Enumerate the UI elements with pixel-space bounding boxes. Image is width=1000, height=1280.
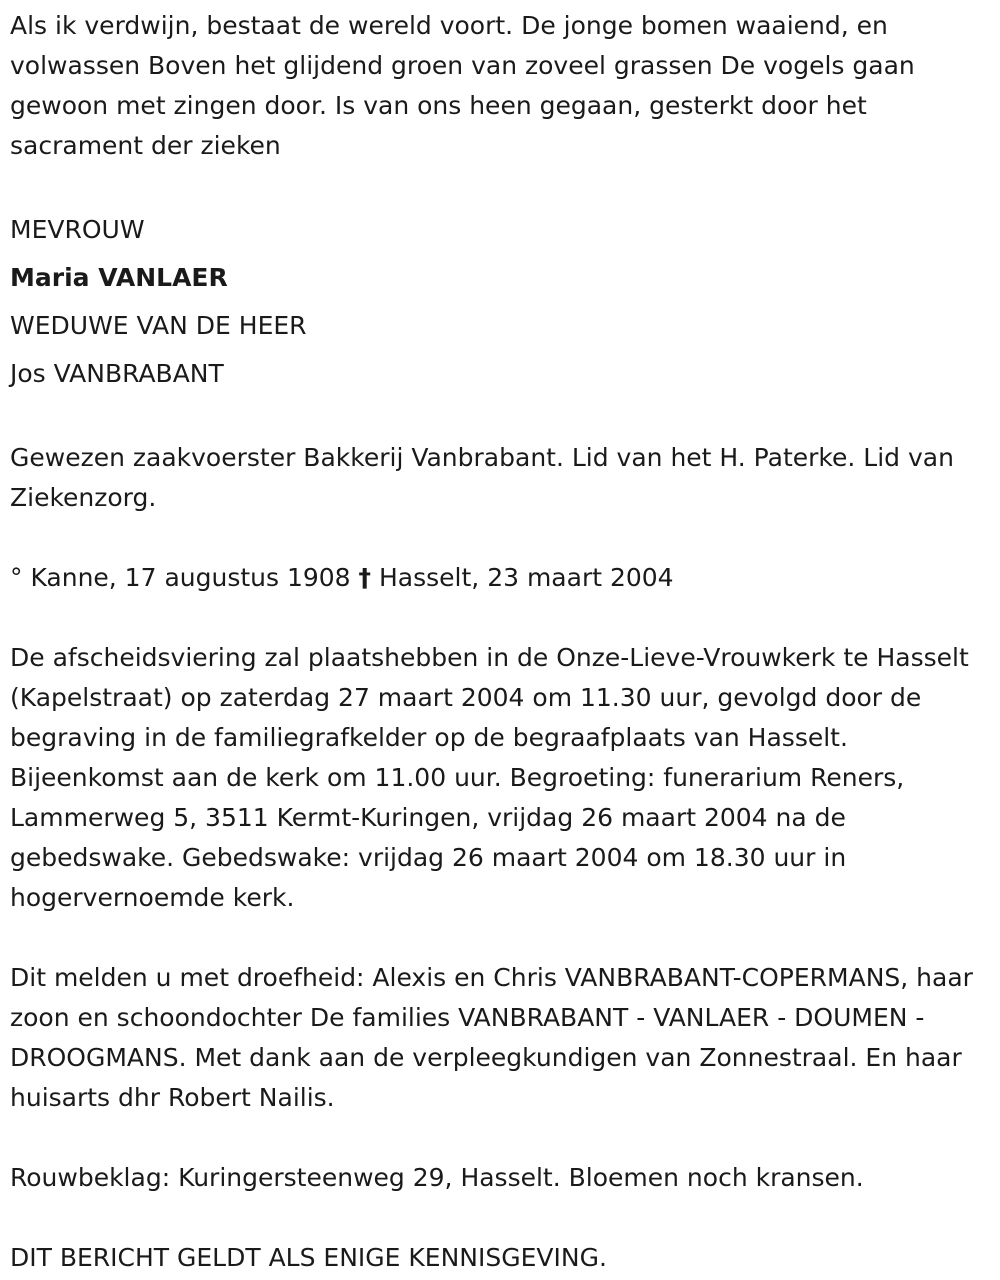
spacer <box>10 398 985 438</box>
deceased-title: MEVROUW <box>10 215 145 244</box>
dates-line <box>10 558 985 598</box>
spacer <box>10 518 985 558</box>
spacer <box>10 1118 985 1158</box>
spacer <box>10 166 985 206</box>
death-date: Hasselt, 23 maart 2004 <box>379 563 674 592</box>
spacer <box>10 598 985 638</box>
announcement-paragraph: Dit melden u met droefheid: Alexis en Chris VANBRABANT-COPERMANS, haar zoon en schoondochter De families VANBRABANT - VANLAER - DOUMEN - DROOGMANS. Met dank aan de verpleegkundigen van Zonnestraal. En haar huisarts dhr Robert Nailis. <box>10 963 973 1112</box>
birth-date: ° Kanne, 17 augustus 1908 <box>10 563 351 592</box>
obituary-document <box>10 6 985 1278</box>
spacer <box>10 918 985 958</box>
cross-icon: † <box>358 563 372 592</box>
deceased-relation: WEDUWE VAN DE HEER <box>10 311 307 340</box>
bio-paragraph: Gewezen zaakvoerster Bakkerij Vanbrabant. Lid van het H. Paterke. Lid van Ziekenzorg. <box>10 443 954 512</box>
notice-paragraph: DIT BERICHT GELDT ALS ENIGE KENNISGEVING. <box>10 1243 607 1272</box>
mourning-paragraph: Rouwbeklag: Kuringersteenweg 29, Hasselt. Bloemen noch kransen. <box>10 1163 864 1192</box>
poem-paragraph: Als ik verdwijn, bestaat de wereld voort. De jonge bomen waaiend, en volwassen Boven het glijdend groen van zoveel grassen De vogels gaan gewoon met zingen door. Is van ons heen gegaan, gesterkt door het sacrament der zieken <box>10 11 915 160</box>
ceremony-paragraph: De afscheidsviering zal plaatshebben in de Onze-Lieve-Vrouwkerk te Hasselt (Kapelstraat) op zaterdag 27 maart 2004 om 11.30 uur, gevolgd door de begraving in de familiegrafkelder op de begraafplaats van Hasselt. Bijeenkomst aan de kerk om 11.00 uur. Begroeting: funerarium Reners, Lammerweg 5, 3511 Kermt-Kuringen, vrijdag 26 maart 2004 na de gebedswake. Gebedswake: vrijdag 26 maart 2004 om 18.30 uur in hogervernoemde kerk. <box>10 643 969 912</box>
spacer <box>10 1198 985 1238</box>
deceased-spouse: Jos VANBRABANT <box>10 359 224 388</box>
deceased-name: Maria VANLAER <box>10 263 228 292</box>
